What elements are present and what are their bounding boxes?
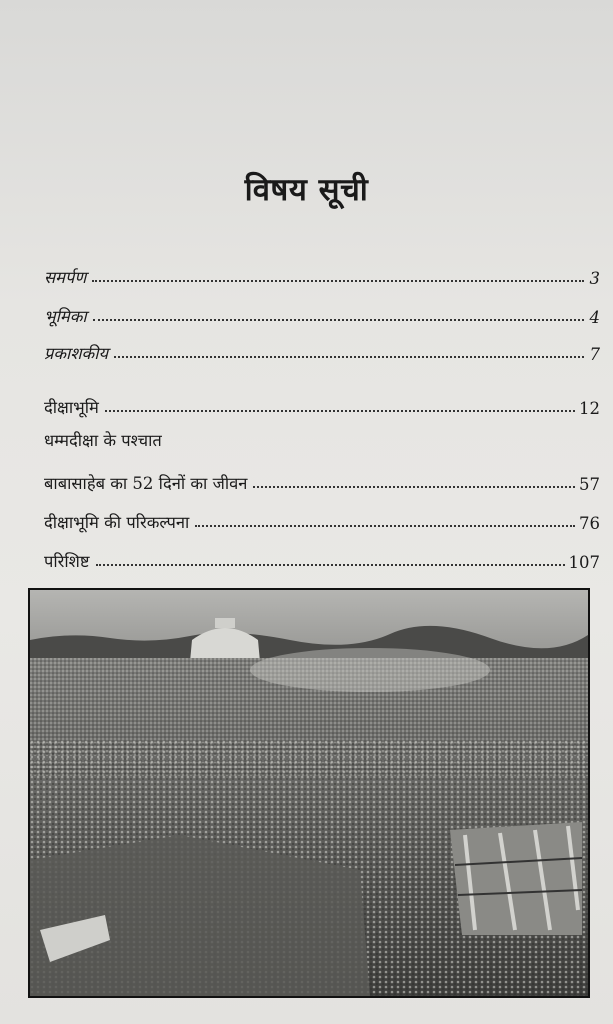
dot-leader — [92, 279, 584, 282]
toc-entry-page: 12 — [579, 399, 600, 418]
dot-leader — [114, 355, 584, 358]
toc-entry-prakashkiya — [44, 334, 600, 364]
dot-leader — [96, 563, 565, 566]
toc-entry-label: भूमिका — [44, 307, 87, 326]
toc-entry-page: 76 — [579, 514, 600, 533]
toc-entry-label: बाबासाहेब का 52 दिनों का जीवन — [44, 474, 248, 493]
dot-leader — [253, 485, 575, 488]
toc-entry-line: धम्मदीक्षा के पश्चात — [44, 431, 162, 450]
toc-entry-deekshabhumi — [44, 388, 600, 418]
toc-entry-page: 107 — [568, 553, 600, 572]
dot-leader — [195, 524, 575, 527]
toc-entry-parishisht — [44, 542, 600, 572]
toc-entry-bhumika — [44, 297, 600, 327]
toc-entry-label: समर्पण — [44, 268, 87, 287]
toc-entry-label: परिशिष्ट — [44, 552, 90, 571]
toc-entry-label: दीक्षाभूमि की परिकल्पना — [44, 513, 190, 532]
toc-entry-label: दीक्षाभूमि — [44, 398, 99, 417]
toc-entry-page: 57 — [579, 475, 600, 494]
toc-entry-page: 3 — [589, 269, 600, 288]
toc-entry-page: 4 — [589, 308, 600, 327]
toc-entry-page: 7 — [589, 345, 600, 364]
dot-leader — [93, 318, 584, 321]
toc-entry-label: प्रकाशकीय — [44, 344, 109, 363]
toc-entry-parikalpana — [44, 503, 600, 533]
toc-entry-babasaheb — [44, 464, 600, 494]
toc-entry-samarpan — [44, 258, 600, 288]
crowd-photo-icon — [28, 588, 590, 998]
dot-leader — [105, 409, 575, 412]
page-title: विषय सूची — [244, 172, 369, 208]
